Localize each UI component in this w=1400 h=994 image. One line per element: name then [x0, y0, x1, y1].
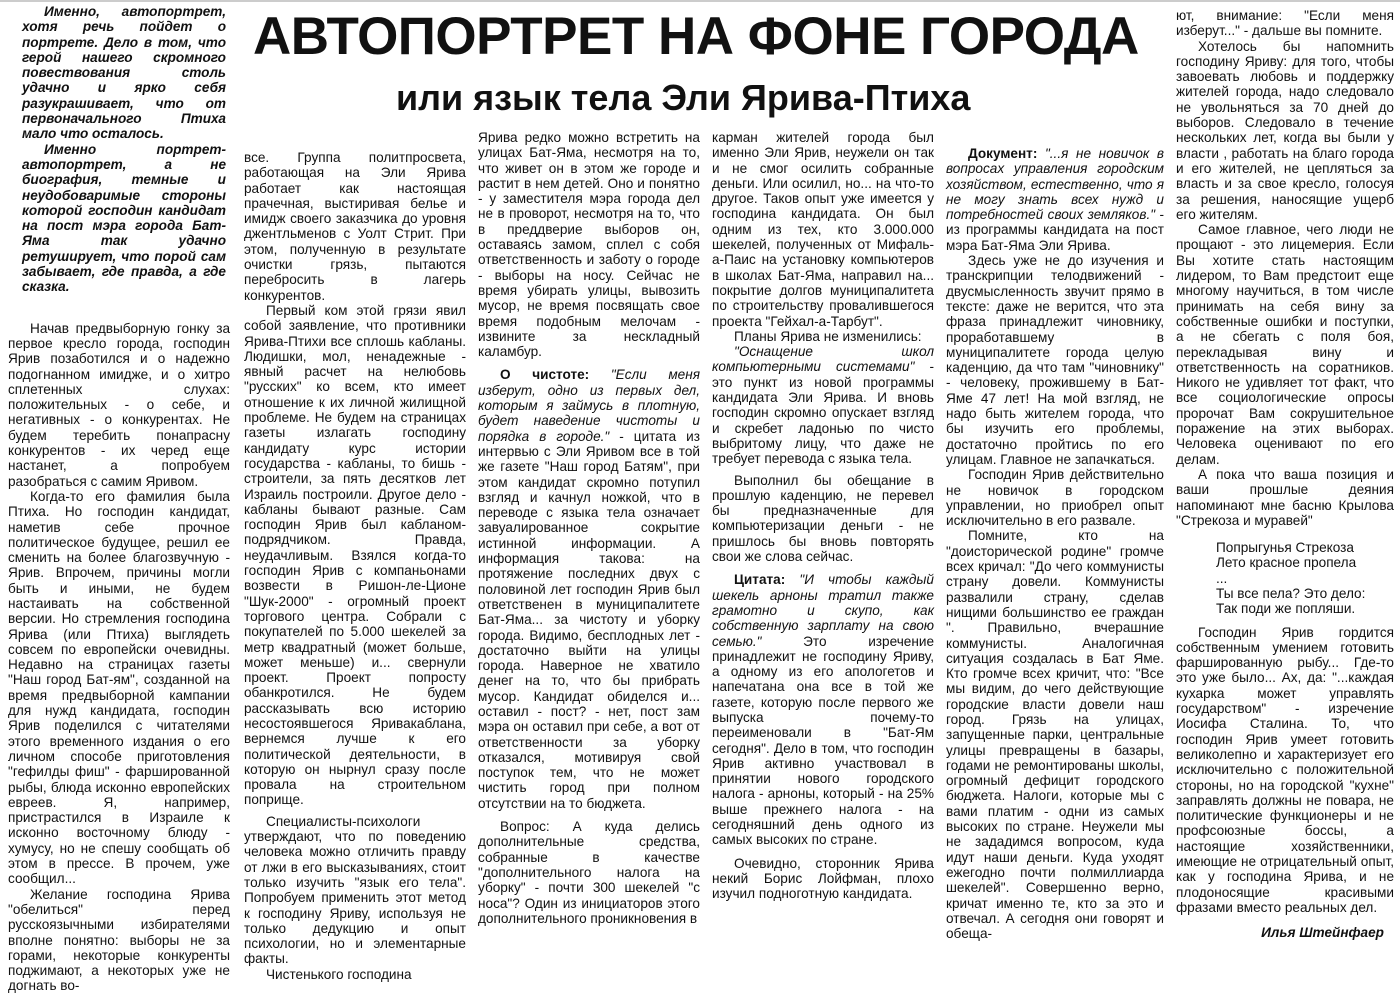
body-paragraph: Планы Ярива не изменились: — [734, 328, 922, 344]
body-paragraph: все. Группа политпросвета, работающая на Эли Ярива работает как настоящая прачечная, выстиривая белье и имидж своего заказчика до уровня джентльменов с Уолт Стрит. При этом, полученную в результате очистки грязь, пытаются перебросить в лагерь конкурентов. — [244, 150, 466, 303]
body-paragraph: Выполнил бы обещание в прошлую каденцию, не перевел бы предназначенные для компьютеризации деньги - не пришлось бы вновь повторять свои же слова сейчас. — [712, 472, 934, 565]
citation-label: Цитата: — [734, 572, 786, 588]
poem-line: Попрыгунья Стрекоза — [1216, 540, 1354, 556]
document-paragraph — [946, 146, 1164, 253]
body-paragraph: Хотелось бы напомнить господину Яриву: для того, чтобы завоевать любовь и поддержку жителей города, надо следовало не увольняться за 70 дней до выборов. Следовало в течение нескольких лет, когда вы были у власти , работать на благо города и его жителей, не цепляться за власть и за свое кресло, голосуя за решения, наносящие ущерб его жителям. — [1176, 38, 1394, 222]
plan-quote-paragraph — [712, 344, 934, 466]
body-paragraph: Желание господина Ярива "обелиться" перед русскоязычными избирателями вполне понятно: выборы не за горами, некоторые конкуренты поджимают, а некоторых уже не догнать во- — [8, 886, 230, 994]
author-signature: Илья Штейнфаер — [1261, 925, 1384, 941]
document-text: "...я не новичок в вопросах управления городским хозяйством, естественно, что я не могу знать всех нужд и потребностей своих земляков." — [946, 146, 1164, 223]
quote-paragraph — [478, 367, 700, 811]
quote-label: О чистоте: — [500, 367, 590, 383]
body-paragraph: Когда-то его фамилия была Птиха. Но господин кандидат, наметив себе прочное политическое будущее, решил ее сменить на более благозвучную - Ярив. Впрочем, причины могли быть и иными, не будем настаивать на собственной версии. Но стремления господина Ярива (или Птиха) выглядеть совсем по европейски очевидны. Недавно на страницах газеты "Наш город Бат-ям", созданной на время предвыборной кампании для нужд кандидата, господин Ярив поделился с читателями этого временного издания о его личном способе приготовления "гефилды фиш" - фаршированной рыбы, блюда исконно европейских евреев. Я, например, пристрастился в Израиле к исконно восточному блюду - хумусу, но не спешу сообщать об этом в прессе. В прочем, уже сообщил... — [8, 488, 230, 887]
quote-text: "Если меня изберут, одно из первых дел, которым я займусь в плотную, будет наведение чистоты и порядка в городе." — [478, 367, 700, 444]
body-paragraph: Помните, кто на "доисторической родине" громче всех кричал: "До чего коммунисты страну довели. Коммунисты развалили страну, сделав нищими большинство ее граждан ". Правильно, вчерашние коммунисты. Аналогичная ситуация создалась в Бат Яме. Кто громче всех кричит, что: "Все мы видим, до чего действующие городские власти довели наш город. Грязь на улицах, запущенные парки, центральные улицы превращены в базары, годами не ремонтированы школы, огромный дефицит городского бюджета. Налоги, которые мы с вами платим - одни из самых высоких по стране. Неужели мы не зададимся вопросом, куда идут наши деньги. Куда уходят ежегодно почти полмиллиарда шекелей". Совершенно верно, кричат именно те, кто за это и отвечал. А сегодня они говорят и обеща- — [946, 528, 1164, 942]
plan-rest: - это пункт из новой программы кандидата Эли Ярива. И вновь господин скромно опускает взгляд и скребет ладонью по чисто выбритому лицу, что даже не требует перевода с языка тела. — [712, 359, 935, 467]
poem — [1216, 540, 1394, 616]
subheadline: или язык тела Эли Ярива-Птиха — [396, 77, 971, 118]
body-paragraph: Очевидно, сторонник Ярива некий Борис Лойфман, плохо изучил подноготную кандидата. — [712, 855, 934, 902]
document-rest: - из программы кандидата на пост мэра Бат-Яма Эли Ярива. — [946, 207, 1164, 253]
body-paragraph: Начав предвыборную гонку за первое кресло города, господин Ярив позаботился и о надежно подогнанном имидже, и о хитро сплетенных слухах: положительных - о себе, и негативных - о конкурентах. Не будем теребить понапрасну конкурентов - их черед еще настанет, а попробуем разобраться с самим Яривом. — [8, 320, 230, 489]
column-3 — [472, 130, 706, 929]
body-paragraph: карман жителей города был именно Эли Ярив, неужели он так и не смог осилить собранные деньги. Или осилил, но... на что-то другое. Таков опыт уже имеется у господина кандидата. Он был одним из тех, кто 3.000.000 шекелей, полученных от Мифаль-а-Паис на установку компьютеров в школах Бат-Яма, направил на... покрытие долгов муниципалитета по строительству провалившегося проекта "Гейхал-а-Тарбут". — [712, 130, 934, 329]
poem-line: Лето красное пропела — [1216, 555, 1357, 571]
column-1 — [2, 4, 236, 994]
document-label: Документ: — [968, 146, 1038, 161]
poem-line: Так поди же попляши. — [1216, 601, 1356, 617]
poem-line: ... — [1216, 570, 1228, 586]
body-paragraph: Чистенького господина — [266, 966, 412, 982]
body-paragraph: Здесь уже не до изучения и транскрипции телодвижений - двусмысленность звучит прямо в тексте: даже не верится, что эта фраза принадлежит чиновнику, проработавшему в муниципалитете города целую каденцию, да что там "чиновнику" - человеку, прожившему в Бат-Яме 47 лет! На мой взгляд, не надо быть жителем города, что бы изучить его проблемы, достаточно пройтись по его улицам. Главное не запачкаться. — [946, 253, 1164, 467]
body-paragraph: ют, внимание: "Если меня изберут..." - дальше вы помните. — [1176, 8, 1394, 39]
column-2 — [238, 150, 472, 982]
body-paragraph: Специалисты-психологи утверждают, что по поведению человека можно отличить правду от лжи в его высказываниях, стоит только изучить "язык его тела". Попробуем применить этот метод к господину Яриву, используя не только дедукцию и опыт психологии, но и элементарные факты. — [244, 813, 466, 967]
citation-rest: Это изречение принадлежит не господину Яриву, а одному из его апологетов и напечатана она все в той же газете, которую после первого же выпуска почему-то переименовали в "Бат-Ям сегодня". Дело в том, что господин Ярив активно участвовал в принятии нового городского налога - арноны, который - на 25% выше прежнего налога - на сегодняшний день одного из самых высоких по стране. — [712, 633, 935, 848]
column-4 — [706, 130, 940, 929]
body-paragraph: А пока что ваша позиция и ваши прошлые деяния напоминают мне басню Крылова "Стрекоза и муравей" — [1176, 466, 1394, 528]
citation-paragraph — [712, 572, 934, 847]
headline: АВТОПОРТРЕТ НА ФОНЕ ГОРОДА — [253, 7, 1139, 66]
column-5 — [940, 146, 1170, 942]
body-paragraph: Господин Ярив гордится собственным умением готовить фаршированную рыбу... Где-то это уже было... Ах, да: "...каждая кухарка может управлять государством" - изречение Иосифа Сталина. То, что господин Ярив умеет готовить великолепно и характеризует его исключительно с положительной стороны, но на городской "кухне" заправлять должны не повара, не политические функционеры и не профсоюзные боссы, а настоящие хозяйственники, имеющие не отрицательный опыт, как у господина Ярива, и не плодоносящие красивыми фразами вместо реальных дел. — [1176, 624, 1394, 915]
poem-line: Ты все пела? Это дело: — [1216, 585, 1366, 601]
lead-paragraph: Именно, автопортрет, хотя речь пойдет о портрете. Дело в том, что герой нашего скромного повествования столь удачно и ярко себя разукрашивает, что от первоначального Птиха мало что осталось. — [22, 4, 226, 142]
column-6 — [1170, 8, 1400, 941]
body-paragraph: Вопрос: А куда делись дополнительные средства, собранные в качестве "дополнительного налога на уборку" - почти 300 шекелей "с носа"? Один из инициаторов этого дополнительного проникновения в — [478, 819, 700, 926]
top-rule — [0, 0, 1400, 2]
body-paragraph: Первый ком этой грязи явил собой заявление, что противники Ярива-Птихи все сплошь кабланы. Людишки, мол, ненадежные - явный расчет на нелюбовь "русских" ко всем, кто имеет отношение к их личной жилищной проблеме. Не будем на страницах газеты излагать господину кандидату курс истории государства - кабланы, то бишь - строители, за пять десятков лет Израиль построили. Другое дело - кабланы бывают разные. Сам господин Ярив был кабланом-подрядчиком. Правда, неудачливым. Взялся когда-то господин Ярив с компаньонами возвести в Ришон-ле-Ционе "Шук-2000" - огромный проект торгового центра. Собрали с покупателей по 5.000 шекелей за метр квадратный (может больше, может меньше) и... свернули проект. Проект попросту обанкротился. Не будем рассказывать всю историю несостоявшегося Яривакаблана, вернемся лучше к его политической деятельности, в которую он нырнул сразу после провала на строительном поприще. — [244, 302, 466, 808]
body-paragraph: Самое главное, чего люди не прощают - это лицемерия. Если Вы хотите стать настоящим лидером, то Вам предстоит еще многому научиться, в том числе принимать на себя вину за собственные ошибки и поступки, а не сбегать с поля боя, перекладывая вину и ответственность на соратников. Никого не удивляет тот факт, что все социологические опросы пророчат Вам сокрушительное поражение на этих выборах. Человека оценивают по его делам. — [1176, 222, 1394, 467]
body-paragraph: Ярива редко можно встретить на улицах Бат-Яма, несмотря на то, что живет он в этом же городе и растит в нем детей. Оно и понятно - у заместителя мэра города дел не в проворот, несмотря на то, что в преддверие выборов он, оставаясь замом, сплел с собя ответственность и заботу о городе - выборы на носу. Сейчас не время убирать улицы, вывозить мусор, не время посвящать свое время подобным мелочам - извините за нескладный каламбур. — [478, 130, 700, 360]
body-paragraph: Господин Ярив действительно не новичок в городском управлении, но приобрел опыт исключительно в его развале. — [946, 467, 1164, 529]
quote-rest: - цитата из интервью с Эли Яривом все в той же газете "Наш город Батям", при этом кандидат скромно потупил взгляд и качнул ножкой, что в переводе с языка тела означает завуалированное сокрытие истинной информации. А информация такова: на протяжение последних двух с половиной лет господин Ярив был ответственен в муниципалитете Бат-Яма... за чистоту и уборку города. Видимо, бесплодных лет - достаточно выйти на улицы города. Наверное не хватило денег на то, что бы прибрать мусор. Кандидат обиделся и... оставил - пост? - нет, пост зам мэра он оставил при себе, а вот от ответственности за уборку отказался, мотивируя свой поступок тем, что не может чистить город при полном отсутствии на то бюджета. — [478, 428, 700, 811]
lead-paragraph: Именно портрет-автопортрет, а не биография, темные и неудобоваримые стороны которой господин кандидат на пост мэра города Бат-Яма так удачно ретуширует, что порой сам забывает, где правда, а где сказка. — [22, 141, 226, 295]
lead-block — [8, 4, 230, 295]
citation-text: "И чтобы каждый шекель арноны тратил также грамотно и скупо, как собственную зарплату на свою семью." — [712, 572, 934, 649]
plan-quote: "Оснащение школ компьютерными системами" — [712, 344, 934, 375]
